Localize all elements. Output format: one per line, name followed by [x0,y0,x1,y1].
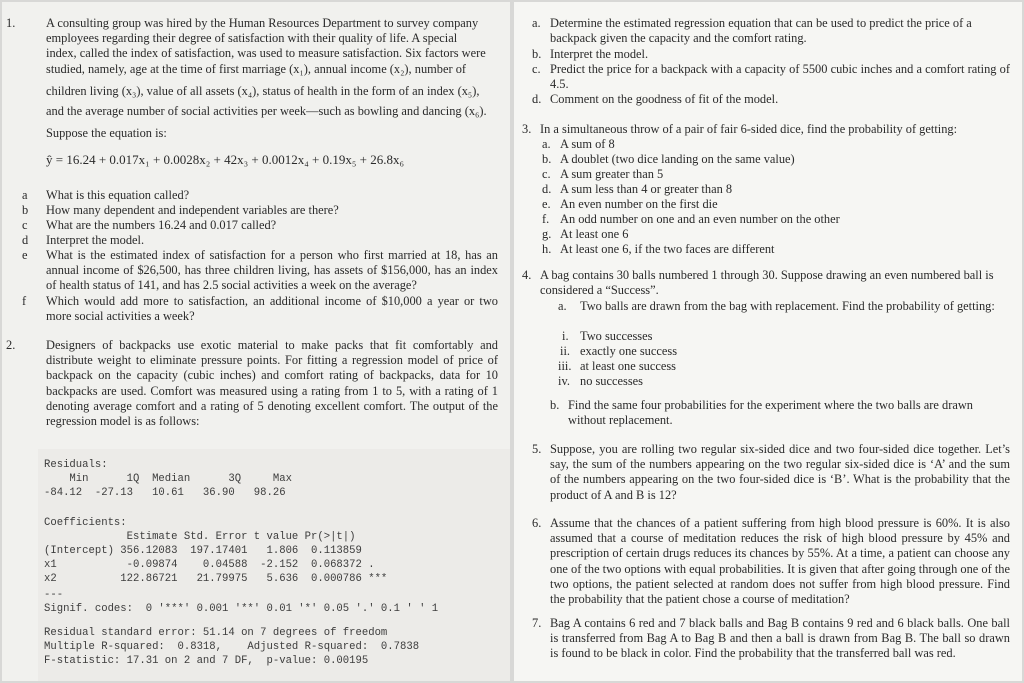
sub-letter: c [22,218,28,232]
question-2c: Predict the price for a backpack with a capacity of 5500 cubic inches and a comfort rating of 4.5. [550,62,1010,92]
f-statistic: F-statistic: 17.31 on 2 and 7 DF, p-value: 0.00195 [44,655,369,667]
question-4-stem: A bag contains 30 balls numbered 1 through 30. Suppose drawing an even numbered ball is considered a “Success”. [540,268,994,298]
question-1a: What is this equation called? [46,188,190,202]
question-3-item: A sum less than 4 or greater than 8 [560,182,733,196]
signif-codes: Signif. codes: 0 '***' 0.001 '**' 0.01 '*' 0.05 '.' 0.1 ' ' 1 [44,603,439,615]
roman-numeral: iii. [558,359,572,373]
sub-letter: b [22,203,29,217]
r-squared: Multiple R-squared: 0.8318, Adjusted R-squared: 0.7838 [44,641,420,653]
question-1-line: children living (x₃), value of all assets (x₄), status of health in the form of an index (x₅), [46,84,480,98]
question-1e: What is the estimated index of satisfaction for a person who first married at 18, has an annual income of $26,500, has three children living, has assets of $156,000, has an index of health status of 141, and has 2.5 social activities a week on the average? [46,248,498,293]
question-6-text: Assume that the chances of a patient suffering from high blood pressure is 60%. It is also assumed that a course of meditation reduces the risk of high blood pressure by 45% and prescription of certain drugs reduces its chances by 55%. At a time, a patient can choose any one of the two options with equal probabilities. It is given that after going through one of the two options, the patient selected at random does not suffer from high blood pressure. Find the probability that the patient chose a course of meditation? [550,516,1010,607]
sub-letter: a. [542,137,551,151]
question-3-item: A doublet (two dice landing on the same value) [560,152,795,166]
coefficients-header: Estimate Std. Error t value Pr(>|t|) [44,531,356,543]
coefficient-row: x1 -0.09874 0.04588 -2.152 0.068372 . [44,559,375,571]
question-4-number: 4. [522,268,532,282]
question-2a: Determine the estimated regression equation that can be used to predict the price of a backpack given the capacity and the comfort rating. [550,16,972,46]
roman-numeral: iv. [558,374,570,388]
separator-dashes: --- [44,589,64,601]
sub-letter: f [22,294,27,308]
sub-letter: e. [542,197,551,211]
residuals-header: Min 1Q Median 3Q Max [44,473,292,485]
question-1-line: and the average number of social activities per week—such as bowling and dancing (x₆). [46,104,487,118]
question-4a-item: at least one success [580,359,676,373]
question-3-item: An even number on the first die [560,197,718,211]
sub-letter: a [22,188,28,202]
question-1-line: studied, namely, age at the time of first marriage (x₁), annual income (x₂), number of [46,62,467,76]
right-page [514,2,1022,681]
question-3-item: At least one 6, if the two faces are different [560,242,775,256]
question-4a: Two balls are drawn from the bag with replacement. Find the probability of getting: [580,299,995,313]
sub-letter: h. [542,242,552,256]
question-1-line: employees regarding their degree of satisfaction with their quality of life. A special [46,31,458,45]
question-7-number: 7. [532,616,542,630]
question-1-line: index, called the index of satisfaction, was used to measure satisfaction. Six factors were [46,46,486,60]
sub-letter: d. [532,92,542,106]
coefficient-row: (Intercept) 356.12083 197.17401 1.806 0.113859 [44,545,362,557]
residuals-label: Residuals: [44,459,108,471]
sub-letter: b. [532,47,542,61]
question-4a-item: Two successes [580,329,653,343]
question-3-item: A sum of 8 [560,137,615,151]
question-2-text: Designers of backpacks use exotic material to make packs that fit comfortably and distribute weight to eliminate pressure points. For fitting a regression model of price of backpack on the capacity (cubic inches) and comfort rating of backpacks, data for 10 backpacks are used. Comfort was measured using a rating from 1 to 5, with a rating of 1 denoting average comfort and a rating of 5 denoting excellent comfort. The output of the regression model is as follows: [46,338,498,429]
coefficient-row: x2 122.86721 21.79975 5.636 0.000786 *** [44,573,388,585]
sub-letter: b. [550,398,560,412]
question-3-item: At least one 6 [560,227,629,241]
question-1c: What are the numbers 16.24 and 0.017 called? [46,218,277,232]
question-5-number: 5. [532,442,542,456]
question-3-number: 3. [522,122,532,136]
left-page [2,2,510,681]
question-1-line: A consulting group was hired by the Human Resources Department to survey company [46,16,479,30]
question-2b: Interpret the model. [550,47,649,61]
sub-letter: a. [532,16,541,30]
sub-letter: c. [542,167,551,181]
question-1-number: 1. [6,16,16,30]
question-5-text: Suppose, you are rolling two regular six-sided dice and two four-sided dice together. Let’s say, the sum of the numbers appearing on the two regular six-sided dice is ‘A’ and the sum of the numbers appearing on the two four-sided dice is ‘B’. What is the probability that the product of A and B is 12? [550,442,1010,502]
roman-numeral: i. [562,329,569,343]
question-2-number: 2. [6,338,16,352]
sub-letter: c. [532,62,541,76]
question-6-number: 6. [532,516,542,530]
question-7-text: Bag A contains 6 red and 7 black balls and Bag B contains 9 red and 6 black balls. One ball is transferred from Bag A to Bag B and then a ball is drawn from Bag B. The ball so drawn is found to be black in color. Find the probability that the transferred ball was red. [550,616,1010,661]
question-3-item: An odd number on one and an even number on the other [560,212,840,226]
sub-letter: f. [542,212,550,226]
question-1b: How many dependent and independent variables are there? [46,203,339,217]
residuals-values: -84.12 -27.13 10.61 36.90 98.26 [44,487,286,499]
question-4b: Find the same four probabilities for the experiment where the two balls are drawn without replacement. [568,398,973,428]
question-3-stem: In a simultaneous throw of a pair of fair 6-sided dice, find the probability of getting: [540,122,958,136]
sub-letter: d. [542,182,552,196]
question-2d: Comment on the goodness of fit of the model. [550,92,779,106]
sub-letter: g. [542,227,552,241]
sub-letter: a. [558,299,567,313]
coefficients-label: Coefficients: [44,517,127,529]
question-4a-item: no successes [580,374,643,388]
question-3-item: A sum greater than 5 [560,167,664,181]
regression-output [38,449,510,681]
question-1f: Which would add more to satisfaction, an additional income of $10,000 a year or two more social activities a week? [46,294,498,324]
sub-letter: e [22,248,28,262]
sub-letter: d [22,233,29,247]
regression-equation: ŷ = 16.24 + 0.017x₁ + 0.0028x₂ + 42x₃ + 0.0012x₄ + 0.19x₅ + 26.8x₆ [46,152,405,167]
question-4a-item: exactly one success [580,344,678,358]
question-1-suppose: Suppose the equation is: [46,126,167,140]
residual-standard-error: Residual standard error: 51.14 on 7 degrees of freedom [44,627,388,639]
roman-numeral: ii. [560,344,570,358]
sub-letter: b. [542,152,552,166]
question-1d: Interpret the model. [46,233,145,247]
